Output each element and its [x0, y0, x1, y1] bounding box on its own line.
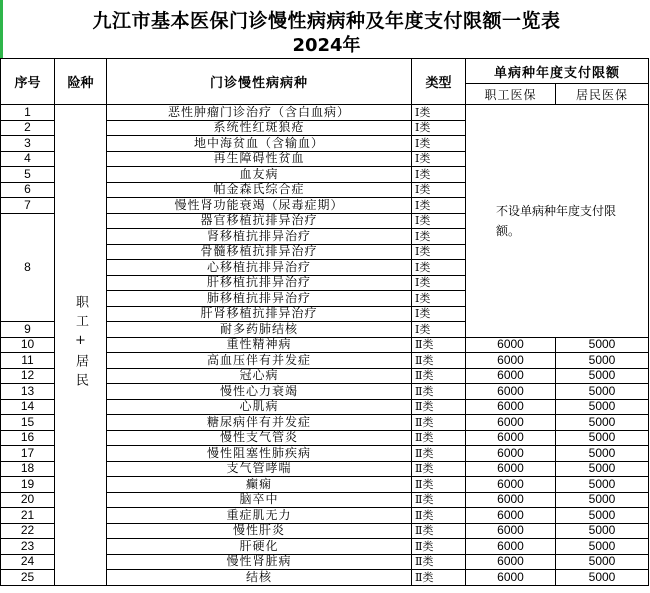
row-number: 22 [1, 523, 55, 539]
disease-name: 冠心病 [107, 368, 412, 384]
disease-type: Ⅱ类 [412, 570, 466, 586]
disease-type: Ⅰ类 [412, 229, 466, 245]
row-number: 2 [1, 120, 55, 136]
disease-name: 高血压伴有并发症 [107, 353, 412, 369]
resident-limit: 5000 [556, 508, 649, 524]
employee-limit: 6000 [466, 477, 556, 493]
employee-limit: 6000 [466, 539, 556, 555]
disease-type: Ⅱ类 [412, 337, 466, 353]
resident-limit: 5000 [556, 554, 649, 570]
disease-type: Ⅱ类 [412, 446, 466, 462]
header-insurance: 险种 [55, 59, 107, 105]
resident-limit: 5000 [556, 415, 649, 431]
disease-name: 器官移植抗排异治疗 [107, 213, 412, 229]
disease-type: Ⅱ类 [412, 384, 466, 400]
disease-name: 肾移植抗排异治疗 [107, 229, 412, 245]
row-number: 12 [1, 368, 55, 384]
disease-type: Ⅱ类 [412, 368, 466, 384]
table-body [1, 105, 649, 586]
disease-type: Ⅱ类 [412, 523, 466, 539]
disease-type: Ⅰ类 [412, 120, 466, 136]
disease-name: 肝肾移植抗排异治疗 [107, 306, 412, 322]
row-number: 25 [1, 570, 55, 586]
resident-limit: 5000 [556, 446, 649, 462]
page-title: 九江市基本医保门诊慢性病病种及年度支付限额一览表 [92, 10, 561, 32]
row-number: 21 [1, 508, 55, 524]
header-disease: 门诊慢性病病种 [107, 59, 412, 105]
disease-name: 地中海贫血（含输血） [107, 136, 412, 152]
row-number: 10 [1, 337, 55, 353]
resident-limit: 5000 [556, 368, 649, 384]
disease-name: 心肌病 [107, 399, 412, 415]
employee-limit: 6000 [466, 415, 556, 431]
disease-name: 脑卒中 [107, 492, 412, 508]
employee-limit: 6000 [466, 368, 556, 384]
disease-type: Ⅰ类 [412, 260, 466, 276]
row-number: 6 [1, 182, 55, 198]
insurance-type-cell [55, 105, 107, 586]
header-type: 类型 [412, 59, 466, 105]
resident-limit: 5000 [556, 539, 649, 555]
employee-limit: 6000 [466, 492, 556, 508]
row-number: 13 [1, 384, 55, 400]
resident-limit: 5000 [556, 337, 649, 353]
disease-name: 肝硬化 [107, 539, 412, 555]
disease-name: 慢性心力衰竭 [107, 384, 412, 400]
row-number: 3 [1, 136, 55, 152]
row-number: 23 [1, 539, 55, 555]
table-row [1, 105, 649, 121]
disease-type: Ⅱ类 [412, 539, 466, 555]
disease-type: Ⅱ类 [412, 399, 466, 415]
disease-name: 慢性阻塞性肺疾病 [107, 446, 412, 462]
header-no: 序号 [1, 59, 55, 105]
employee-limit: 6000 [466, 570, 556, 586]
disease-type: Ⅰ类 [412, 291, 466, 307]
employee-limit: 6000 [466, 508, 556, 524]
disease-name: 系统性红斑狼疮 [107, 120, 412, 136]
title-block [3, 0, 650, 58]
disease-name: 肺移植抗排异治疗 [107, 291, 412, 307]
disease-name: 骨髓移植抗排异治疗 [107, 244, 412, 260]
resident-limit: 5000 [556, 461, 649, 477]
page-subtitle-year: 2024年 [292, 35, 361, 56]
row-number: 4 [1, 151, 55, 167]
row-number: 9 [1, 322, 55, 338]
disease-name: 慢性肝炎 [107, 523, 412, 539]
employee-limit: 6000 [466, 554, 556, 570]
no-limit-note: 不设单病种年度支付限额。 [466, 105, 649, 338]
disease-name: 慢性肾功能衰竭（尿毒症期） [107, 198, 412, 214]
disease-type: Ⅰ类 [412, 275, 466, 291]
disease-name: 重性精神病 [107, 337, 412, 353]
disease-type: Ⅰ类 [412, 198, 466, 214]
row-number: 19 [1, 477, 55, 493]
employee-limit: 6000 [466, 446, 556, 462]
disease-name: 慢性支气管炎 [107, 430, 412, 446]
resident-limit: 5000 [556, 477, 649, 493]
disease-name: 血友病 [107, 167, 412, 183]
disease-name: 恶性肿瘤门诊治疗（含白血病） [107, 105, 412, 121]
disease-name: 糖尿病伴有并发症 [107, 415, 412, 431]
disease-name: 重症肌无力 [107, 508, 412, 524]
resident-limit: 5000 [556, 399, 649, 415]
disease-type: Ⅱ类 [412, 508, 466, 524]
row-number: 20 [1, 492, 55, 508]
resident-limit: 5000 [556, 353, 649, 369]
disease-type: Ⅱ类 [412, 353, 466, 369]
row-number: 17 [1, 446, 55, 462]
row-number: 15 [1, 415, 55, 431]
header-resident: 居民医保 [556, 84, 649, 105]
disease-type: Ⅱ类 [412, 492, 466, 508]
employee-limit: 6000 [466, 384, 556, 400]
employee-limit: 6000 [466, 523, 556, 539]
employee-limit: 6000 [466, 353, 556, 369]
disease-type: Ⅰ类 [412, 306, 466, 322]
disease-type: Ⅰ类 [412, 105, 466, 121]
row-number: 8 [1, 213, 55, 322]
disease-name: 肝移植抗排异治疗 [107, 275, 412, 291]
disease-type: Ⅱ类 [412, 430, 466, 446]
disease-name: 结核 [107, 570, 412, 586]
disease-type: Ⅱ类 [412, 477, 466, 493]
disease-name: 耐多药肺结核 [107, 322, 412, 338]
disease-type: Ⅰ类 [412, 322, 466, 338]
disease-type: Ⅰ类 [412, 182, 466, 198]
chronic-disease-table [0, 58, 649, 586]
employee-limit: 6000 [466, 399, 556, 415]
disease-type: Ⅰ类 [412, 244, 466, 260]
insurance-type-label: 职工+居民 [73, 294, 88, 392]
row-number: 5 [1, 167, 55, 183]
disease-type: Ⅰ类 [412, 151, 466, 167]
row-number: 14 [1, 399, 55, 415]
resident-limit: 5000 [556, 523, 649, 539]
resident-limit: 5000 [556, 492, 649, 508]
row-number: 11 [1, 353, 55, 369]
row-number: 7 [1, 198, 55, 214]
disease-name: 再生障碍性贫血 [107, 151, 412, 167]
disease-name: 慢性肾脏病 [107, 554, 412, 570]
disease-type: Ⅱ类 [412, 461, 466, 477]
disease-name: 癫痫 [107, 477, 412, 493]
resident-limit: 5000 [556, 570, 649, 586]
disease-name: 心移植抗排异治疗 [107, 260, 412, 276]
disease-type: Ⅱ类 [412, 415, 466, 431]
employee-limit: 6000 [466, 337, 556, 353]
row-number: 16 [1, 430, 55, 446]
header-limit-group: 单病种年度支付限额 [466, 59, 649, 84]
employee-limit: 6000 [466, 461, 556, 477]
disease-name: 帕金森氏综合症 [107, 182, 412, 198]
disease-name: 支气管哮喘 [107, 461, 412, 477]
row-number: 1 [1, 105, 55, 121]
employee-limit: 6000 [466, 430, 556, 446]
disease-type: Ⅰ类 [412, 167, 466, 183]
disease-type: Ⅱ类 [412, 554, 466, 570]
header-employee: 职工医保 [466, 84, 556, 105]
resident-limit: 5000 [556, 384, 649, 400]
row-number: 18 [1, 461, 55, 477]
disease-type: Ⅰ类 [412, 136, 466, 152]
row-number: 24 [1, 554, 55, 570]
disease-type: Ⅰ类 [412, 213, 466, 229]
resident-limit: 5000 [556, 430, 649, 446]
